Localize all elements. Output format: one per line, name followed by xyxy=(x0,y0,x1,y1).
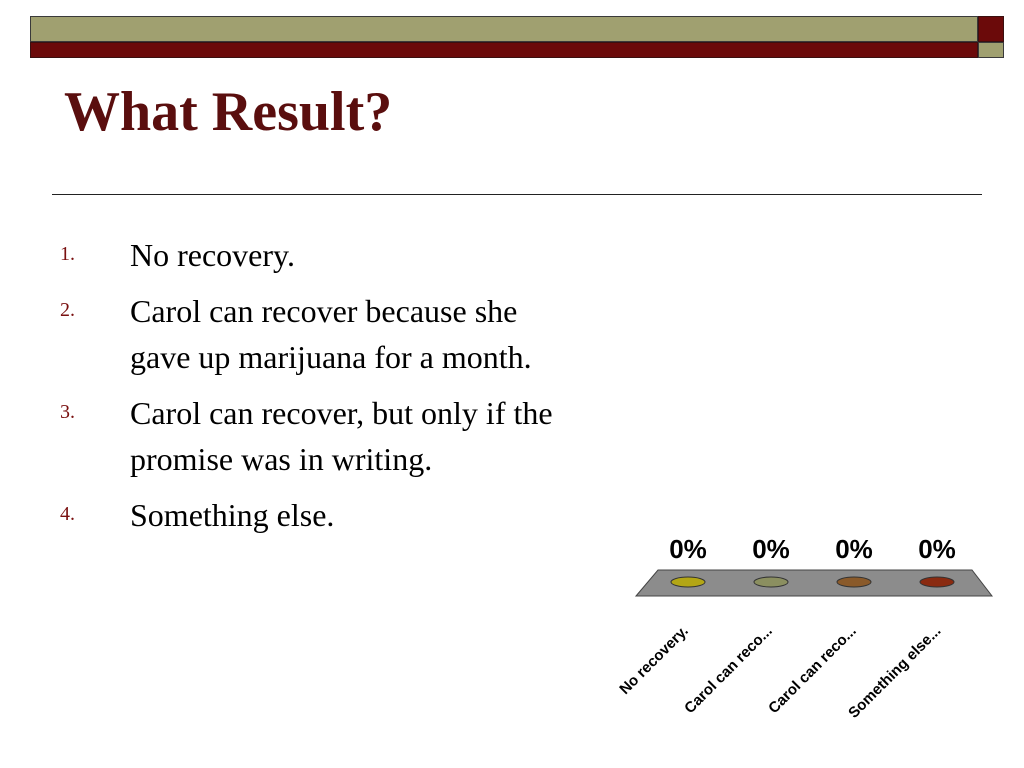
list-item xyxy=(60,288,570,380)
value-label: 0% xyxy=(669,534,707,564)
list-item xyxy=(60,390,560,482)
category-label: Something else... xyxy=(844,622,945,722)
answer-list xyxy=(60,232,553,548)
value-label: 0% xyxy=(835,534,873,564)
bar-base xyxy=(920,577,954,587)
list-item-text: No recovery. xyxy=(130,237,295,273)
list-item-text: Carol can recover because she gave up marijuana for a month. xyxy=(130,293,532,375)
list-item-number: 1. xyxy=(60,243,75,265)
title-divider xyxy=(52,194,982,195)
list-item-number: 4. xyxy=(60,503,75,525)
value-label: 0% xyxy=(752,534,790,564)
slide-title: What Result? xyxy=(64,81,393,143)
list-item-number: 2. xyxy=(60,299,75,321)
list-item-text: Carol can recover, but only if the promise was in writing. xyxy=(130,395,553,477)
top-olive-bar xyxy=(30,16,978,42)
bar-base xyxy=(754,577,788,587)
bar-base xyxy=(671,577,705,587)
list-item xyxy=(60,492,530,538)
corner-maroon-square xyxy=(978,16,1004,42)
list-item-text: Something else. xyxy=(130,497,335,533)
list-item xyxy=(60,232,530,278)
bar-base xyxy=(837,577,871,587)
corner-olive-square xyxy=(978,42,1004,58)
list-item-number: 3. xyxy=(60,401,75,423)
top-maroon-bar xyxy=(30,42,978,58)
category-label: No recovery. xyxy=(616,622,693,698)
category-label: Carol can reco... xyxy=(681,622,777,718)
poll-chart xyxy=(580,530,1000,760)
value-label: 0% xyxy=(918,534,956,564)
category-label: Carol can reco... xyxy=(765,622,861,718)
